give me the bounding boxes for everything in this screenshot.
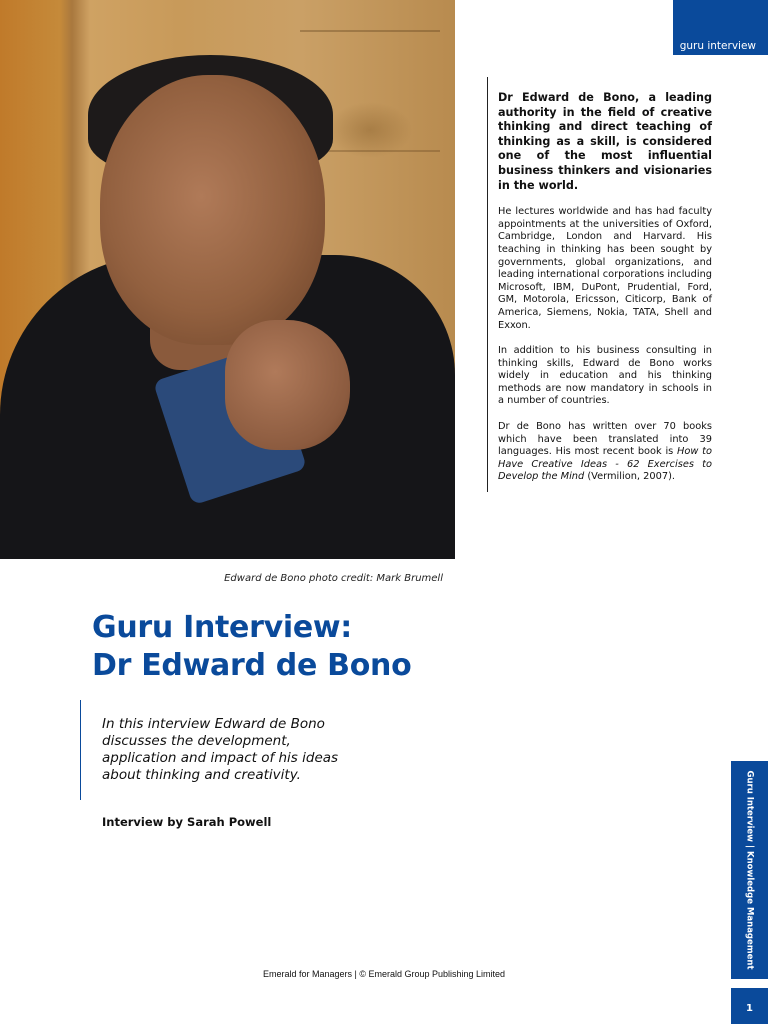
byline: Interview by Sarah Powell <box>102 815 272 829</box>
intro-p3-start: Dr de Bono has written over 70 books which have been translated into 39 languages. His most recent book is <box>498 421 712 458</box>
page-number: 1 <box>731 988 768 1024</box>
portrait-photo <box>0 0 455 559</box>
book-title: How to Have Creative Ideas - 62 Exercises to Develop the Mind <box>498 446 712 483</box>
title-line-2: Dr Edward de Bono <box>92 648 412 683</box>
intro-lead: Dr Edward de Bono, a leading authority in the field of creative thinking and direct teaching of thinking as a skill, is considered one of the most influential business thinkers and visionaries in the world. <box>498 91 712 192</box>
photo-face <box>100 75 325 345</box>
photo-hand <box>225 320 350 450</box>
intro-column <box>487 77 712 492</box>
side-tab <box>731 761 768 979</box>
intro-paragraph-3 <box>498 421 712 484</box>
intro-p3-end: (Vermilion, 2007). <box>584 471 676 483</box>
footer-text: Emerald for Managers | © Emerald Group Publishing Limited <box>262 969 506 979</box>
title-line-1: Guru Interview: <box>92 610 352 645</box>
photo-caption: Edward de Bono photo credit: Mark Brumell <box>224 573 443 584</box>
article-title <box>92 609 411 685</box>
article-abstract: In this interview Edward de Bono discusses the development, application and impact of his ideas about thinking and creativity. <box>80 700 340 800</box>
section-label: guru interview <box>679 40 756 52</box>
section-tab <box>673 0 768 55</box>
intro-paragraph-1: He lectures worldwide and has had faculty appointments at the universities of Oxford, Cambridge, London and Harvard. His teaching in thinking has been sought by governments, global organizations, and leading international corporations including Microsoft, IBM, DuPont, Prudential, Ford, GM, Motorola, Ericsson, Citicorp, Bank of America, Siemens, Nokia, TATA, Shell and Exxon. <box>498 206 712 331</box>
intro-paragraph-2: In addition to his business consulting in thinking skills, Edward de Bono works widely in education and his thinking methods are now mandatory in schools in a number of countries. <box>498 345 712 407</box>
side-tab-label: Guru Interview | Knowledge Management <box>744 770 755 970</box>
